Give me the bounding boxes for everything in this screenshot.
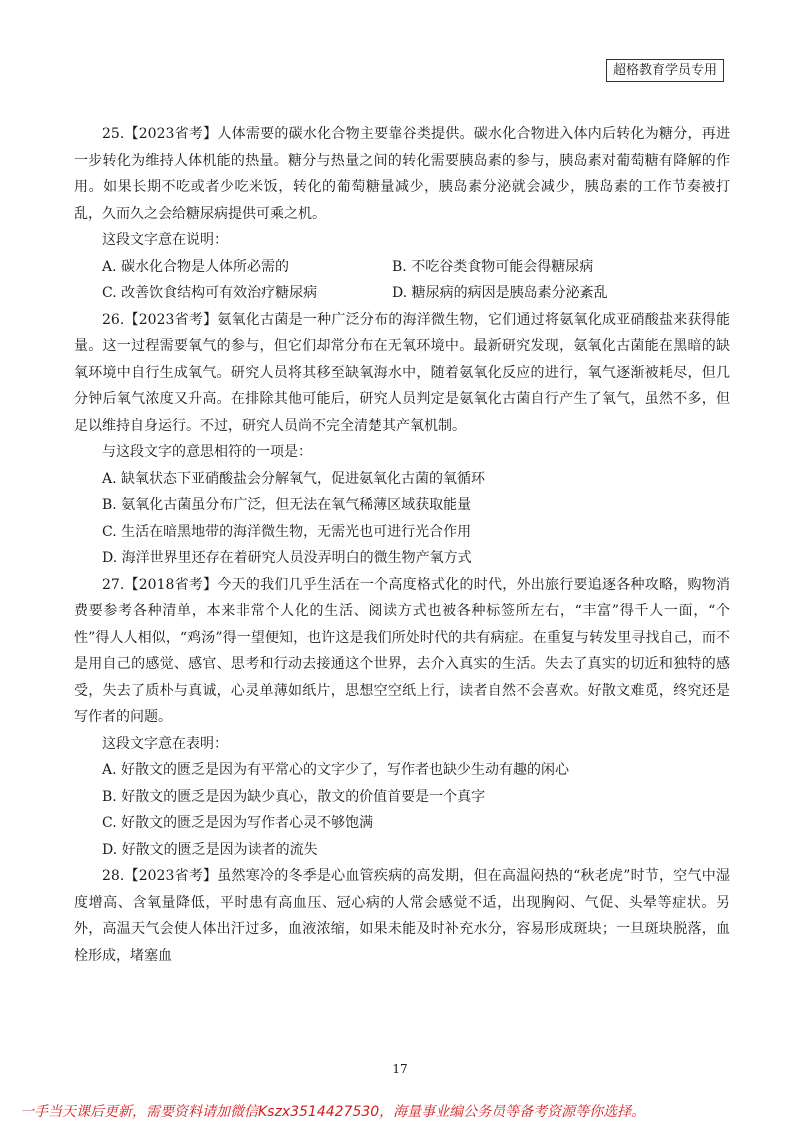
question-prompt: 这段文字意在说明： — [102, 232, 228, 248]
option-b: B. 氨氧化古菌虽分布广泛，但无法在氧气稀薄区域获取能量 — [102, 497, 472, 513]
option-c: C. 好散文的匮乏是因为写作者心灵不够饱满 — [102, 815, 374, 831]
page-number: 17 — [392, 1062, 408, 1076]
option-c: C. 生活在暗黑地带的海洋微生物，无需光也可进行光合作用 — [102, 523, 472, 540]
option-c: C. 改善饮食结构可有效治疗糖尿病 — [102, 285, 318, 301]
option-b: B. 好散文的匮乏是因为缺少真心，散文的价值首要是一个真字 — [102, 788, 486, 805]
footer-banner: 一手当天课后更新，需要资料请加微信Kszx3514427530，海量事业编公务员等备考资源等你选择。 — [20, 1104, 646, 1120]
question-prompt: 这段文字意在表明： — [102, 735, 228, 752]
option-b: B. 不吃谷类食物可能会得糖尿病 — [392, 258, 594, 275]
option-d: D. 海洋世界里还存在着研究人员没弄明白的微生物产氧方式 — [102, 550, 472, 566]
question-27 — [74, 572, 730, 864]
question-stem: 26.【2023省考】氨氧化古菌是一种广泛分布的海洋微生物，它们通过将氨氧化成亚硝酸盐来获得能量。这一过程需要氧气的参与，但它们却常分布在无氧环境中。最新研究发现，氨氧化古菌能在黑暗的缺氧环境中自行生成氧气。研究人员将其移至缺氧海水中，随着氨氧化反应的进行，氧气逐渐被耗尽，但几分钟后氧气浓度又升高。在排除其他可能后，研究人员判定是氨氧化古菌自行产生了氧气，虽然不多，但足以维持自身运行。不过，研究人员尚不完全清楚其产氧机制。 — [74, 311, 730, 434]
option-d: D. 糖尿病的病因是胰岛素分泌紊乱 — [392, 285, 608, 301]
option-row — [74, 254, 730, 281]
question-stem: 25.【2023省考】人体需要的碳水化合物主要靠谷类提供。碳水化合物进入体内后转化为糖分，再进一步转化为维持人体机能的热量。糖分与热量之间的转化需要胰岛素的参与，胰岛素对葡萄糖有降解的作用。如果长期不吃或者少吃米饭，转化的葡萄糖量减少，胰岛素分泌就会减少，胰岛素的工作节奏被打乱，久而久之会给糖尿病提供可乘之机。 — [74, 126, 730, 222]
header-tag: 超格教育学员专用 — [606, 59, 724, 82]
question-content — [74, 121, 730, 969]
option-d: D. 好散文的匮乏是因为读者的流失 — [102, 841, 318, 858]
question-stem: 27.【2018省考】今天的我们几乎生活在一个高度格式化的时代，外出旅行要追逐各种攻略，购物消费要参考各种清单，本来非常个人化的生活、阅读方式也被各种标签所左右，“丰富”得千人一面，“个性”得人人相似，“鸡汤”得一望便知，也许这是我们所处时代的共有病症。在重复与转发里寻找自己，而不是用自己的感觉、感官、思考和行动去接通这个世界，去介入真实的生活。失去了真实的切近和独特的感受，失去了质朴与真诚，心灵单薄如纸片，思想空空纸上行，读者自然不会喜欢。好散文难觅，终究还是写作者的问题。 — [74, 576, 730, 725]
option-a: A. 缺氧状态下亚硝酸盐会分解氧气，促进氨氧化古菌的氧循环 — [102, 470, 486, 487]
question-stem: 28.【2023省考】虽然寒冷的冬季是心血管疾病的高发期，但在高温闷热的“秋老虎”时节，空气中湿度增高、含氧量降低，平时患有高血压、冠心病的人常会感觉不适，出现胸闷、气促、头晕等症状。另外，高温天气会使人体出汗过多，血液浓缩，如果未能及时补充水分，容易形成斑块；一旦斑块脱落，血栓形成，堵塞血 — [74, 868, 730, 964]
option-row — [74, 280, 730, 307]
question-26 — [74, 307, 730, 572]
option-a: A. 好散文的匮乏是因为有平常心的文字少了，写作者也缺少生动有趣的闲心 — [102, 762, 570, 778]
question-prompt: 与这段文字的意思相符的一项是： — [102, 444, 312, 460]
option-a: A. 碳水化合物是人体所必需的 — [102, 258, 290, 275]
question-25 — [74, 121, 730, 307]
question-28 — [74, 863, 730, 969]
